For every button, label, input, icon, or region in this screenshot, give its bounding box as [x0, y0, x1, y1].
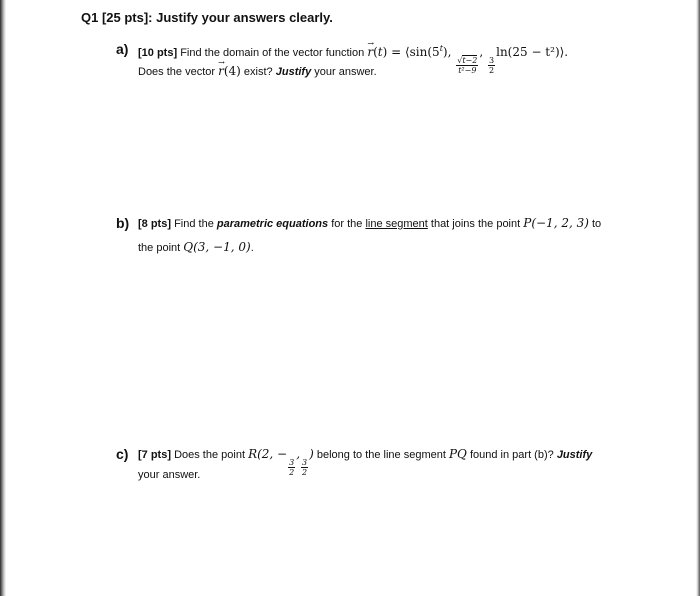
justify-emphasis: Justify [556, 449, 593, 461]
part-c-label: c) [116, 446, 129, 462]
part-a-vector-function: $r \to(t) = ⟨\sin(5^t)$, $\frac{√t-2}{\text{t²−9}}$ , $\frac{3}{2}$ ln(25 − t²)⟩. [367, 45, 568, 59]
part-c-line-1: [7 pts] Does the point R(2, − $\frac{3}{2}$ , $\frac{3}{2}$ ) belong to the line segment PQ found in part (b)? Justify [138, 447, 593, 477]
part-a-line-2: Does the vector r →(4) exist? Justify your answer. [138, 60, 377, 83]
part-b-line-2: the point Q(3, −1, 0). [138, 240, 254, 254]
point-q: Q(3, −1, 0) [183, 240, 251, 254]
part-a-text-1: Find the domain of the vector function [180, 47, 365, 59]
vector-r: r → [218, 60, 224, 82]
parametric-equations-emphasis: parametric equations [216, 218, 329, 230]
fraction-three-halves: $\frac{3}{2}$ [489, 56, 495, 75]
line-segment-underline: line segment [365, 218, 428, 230]
part-c-points: [7 pts] [138, 449, 171, 461]
part-b-line-1: [8 pts] Find the parametric equations for the line segment that joins the point P(−1, 2, 3) to [138, 216, 602, 230]
part-b-points: [8 pts] [138, 218, 171, 230]
point-p: P(−1, 2, 3) [523, 216, 589, 230]
part-a-label: a) [116, 41, 129, 57]
justify-emphasis: Justify [275, 66, 312, 78]
segment-pq: PQ [448, 447, 467, 461]
fraction-sqrt: $\frac{√t-2}{\text{t²−9}}$ [457, 56, 478, 75]
part-a-points: [10 pts] [138, 47, 178, 59]
part-b-label: b) [116, 215, 130, 231]
part-c-line-2: your answer. [138, 469, 201, 481]
question-title: Q1 [25 pts]: Justify your answers clearly. [81, 10, 333, 25]
vector-r: r → [367, 41, 373, 63]
point-r: R(2, − $\frac{3}{2}$ , $\frac{3}{2}$ ) [248, 447, 314, 477]
